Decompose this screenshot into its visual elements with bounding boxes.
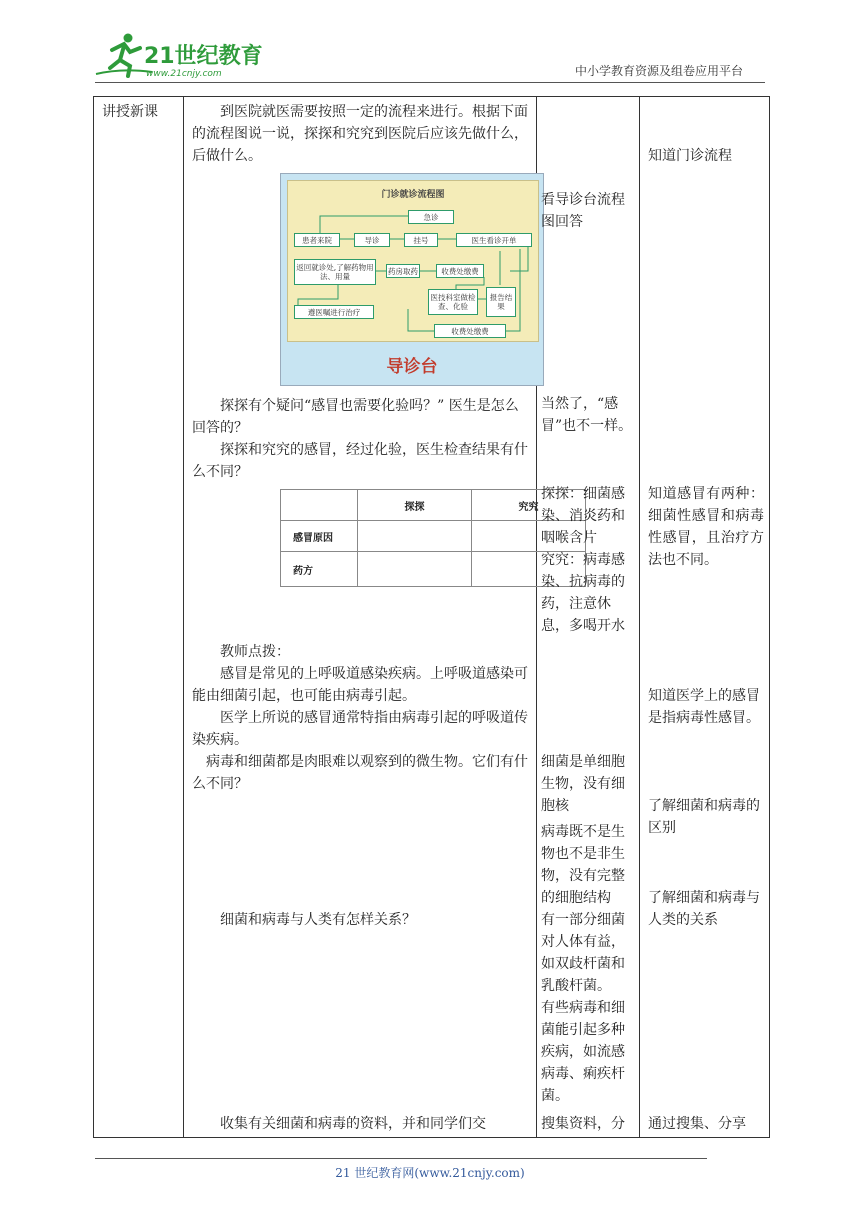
flow-box-guide: 导诊	[354, 233, 390, 247]
student-answer-cold: 当然了，“感冒”也不一样。	[541, 396, 633, 434]
table-row-header-medicine: 药方	[281, 552, 358, 587]
student-answer-jiujiu: 究究：病毒感染、抗病毒的药，注意休息，多喝开水	[541, 552, 625, 634]
flow-box-register: 挂号	[404, 233, 438, 247]
student-answer-tantan: 探探：细菌感染、消炎药和咽喉含片	[541, 486, 625, 546]
student-answer-flow: 看导诊台流程图回答	[541, 192, 625, 230]
goal-collect: 通过搜集、分享	[648, 1116, 746, 1132]
flow-box-follow: 遵医嘱进行治疗	[294, 305, 374, 319]
paragraph-intro: 到医院就医需要按照一定的流程来进行。根据下面的流程图说一说，探探和究究到医院后应该先做什么，后做什么。	[192, 104, 528, 164]
page-header	[0, 0, 860, 90]
paragraph-question: 探探有个疑问“感冒也需要化验吗？” 医生是怎么回答的？	[192, 398, 519, 436]
table-header-tantan: 探探	[358, 490, 472, 521]
flow-box-return: 返回就诊处,了解药物用法、用量	[294, 259, 376, 285]
student-answer-beneficial: 有一部分细菌对人体有益，如双歧杆菌和乳酸杆菌。	[541, 912, 625, 994]
lesson-table	[93, 96, 770, 1138]
paragraph-result: 探探和究究的感冒，经过化验，医生检查结果有什么不同？	[192, 442, 528, 480]
student-answer-collect: 搜集资料，分	[541, 1116, 625, 1132]
flowchart-title: 门诊就诊流程图	[381, 190, 445, 200]
flow-box-doctor: 医生看诊开单	[456, 233, 532, 247]
flowchart-caption: 导诊台	[386, 357, 438, 377]
student-answer-harmful: 有些病毒和细菌能引起多种疾病，如流感病毒、痢疾杆菌。	[541, 1000, 625, 1104]
flowchart-image	[280, 173, 544, 386]
table-header-jiujiu: 究究	[472, 490, 586, 521]
student-answer-bacteria: 细菌是单细胞生物，没有细胞核	[541, 754, 625, 814]
paragraph-microbes: 病毒和细菌都是肉眼难以观察到的微生物。它们有什么不同？	[192, 754, 528, 792]
table-row	[94, 97, 770, 1138]
footer-divider	[95, 1158, 707, 1159]
flow-box-lab: 医技科室做检查、化验	[428, 289, 478, 315]
flow-box-pay-2: 收费处缴费	[434, 324, 506, 338]
goal-flow: 知道门诊流程	[648, 148, 732, 164]
goal-cell	[640, 97, 770, 1138]
paragraph-medical-cold: 医学上所说的感冒通常特指由病毒引起的呼吸道传染疾病。	[192, 710, 528, 748]
paragraph-collect: 收集有关细菌和病毒的资料，并和同学们交	[220, 1116, 486, 1132]
table-cell	[358, 552, 472, 587]
flowchart-panel	[287, 180, 539, 342]
paragraph-teacher-tip: 教师点拨：	[220, 644, 290, 660]
footer-text: 21 世纪教育网(www.21cnjy.com)	[335, 1166, 525, 1180]
paragraph-cold-definition: 感冒是常见的上呼吸道感染疾病。上呼吸道感染可能由细菌引起，也可能由病毒引起。	[192, 666, 528, 704]
flow-box-report: 报告结果	[486, 287, 516, 317]
site-logo	[92, 30, 282, 82]
platform-name: 中小学教育资源及组卷应用平台	[575, 64, 744, 78]
table-row-header-cause: 感冒原因	[281, 521, 358, 552]
content-cell	[184, 97, 537, 1138]
table-cell	[358, 521, 472, 552]
table-cell-empty	[281, 490, 358, 521]
flow-box-emergency: 急诊	[408, 210, 454, 224]
flow-box-pharmacy: 药房取药	[386, 264, 420, 278]
student-answer-virus: 病毒既不是生物也不是非生物，没有完整的细胞结构	[541, 824, 625, 906]
logo-text: 21世纪教育	[144, 44, 263, 69]
paragraph-relationship: 细菌和病毒与人类有怎样关系？	[220, 912, 416, 928]
flow-box-pay-1: 收费处缴费	[436, 264, 484, 278]
goal-relationship: 了解细菌和病毒与人类的关系	[648, 890, 760, 928]
goal-difference: 了解细菌和病毒的区别	[648, 798, 760, 836]
logo-url: www.21cnjy.com	[146, 69, 222, 79]
section-cell	[94, 97, 184, 1138]
section-label: 讲授新课	[102, 104, 158, 120]
flow-box-arrive: 患者来院	[294, 233, 340, 247]
header-divider	[95, 82, 765, 83]
student-activity-cell	[537, 97, 640, 1138]
goal-cold-types: 知道感冒有两种：细菌性感冒和病毒性感冒，且治疗方法也不同。	[648, 486, 764, 568]
goal-medical-cold: 知道医学上的感冒是指病毒性感冒。	[648, 688, 760, 726]
